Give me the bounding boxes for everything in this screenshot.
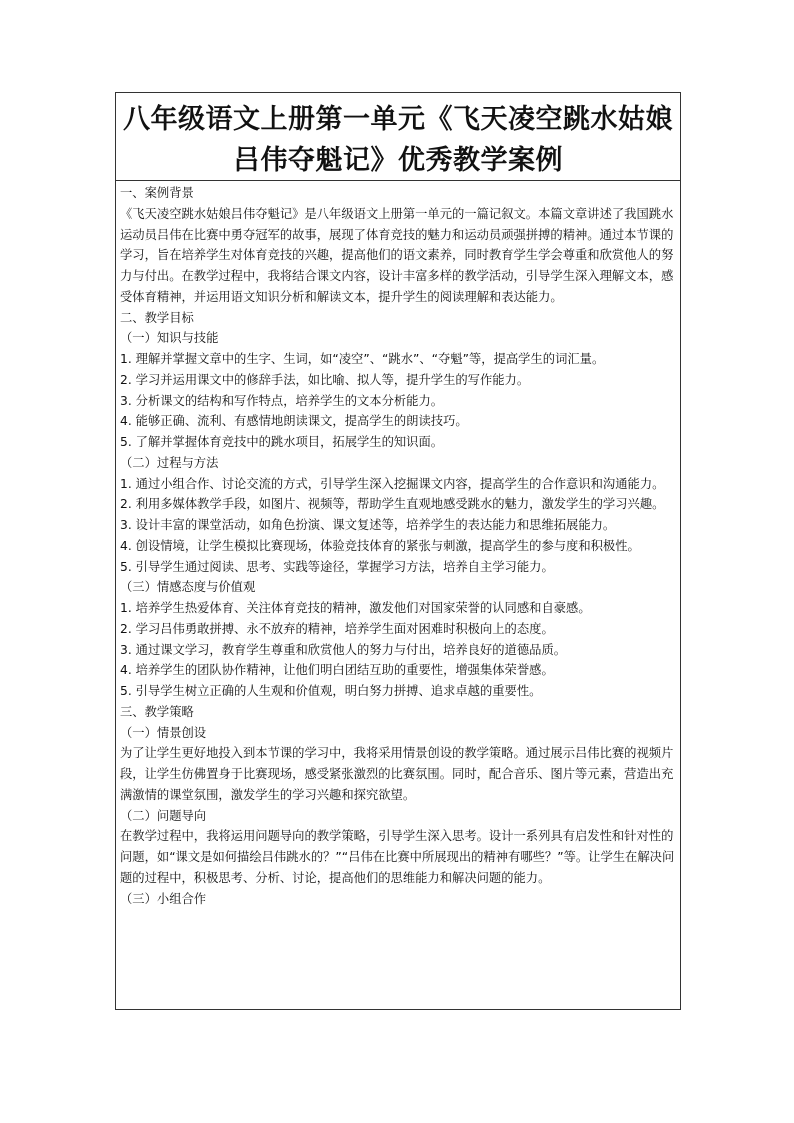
list-item: 2. 学习吕伟勇敢拼搏、永不放弃的精神，培养学生面对困难时积极向上的态度。 <box>120 621 554 636</box>
list-item: 2. 学习并运用课文中的修辞手法，如比喻、拟人等，提升学生的写作能力。 <box>120 372 530 387</box>
section-heading: 一、案例背景 <box>120 186 194 200</box>
page-title: 八年级语文上册第一单元《飞天凌空跳水姑娘吕伟夺魁记》优秀教学案例 <box>123 104 673 176</box>
paragraph: 为了让学生更好地投入到本节课的学习中，我将采用情景创设的教学策略。通过展示吕伟比赛的视频片段，让学生仿佛置身于比赛现场，感受紧张激烈的比赛氛围。同时，配合音乐、图片等元素，营造出充满激情的课堂氛围，激发学生的学习兴趣和探究欲望。 <box>120 746 674 802</box>
list-item: 4. 培养学生的团队协作精神，让他们明白团结互助的重要性，增强集体荣誉感。 <box>120 663 554 678</box>
list-item: 3. 设计丰富的课堂活动，如角色扮演、课文复述等，培养学生的表达能力和思维拓展能力。 <box>120 518 616 532</box>
subsection-heading: （三）情感态度与价值观 <box>120 580 256 595</box>
document-table <box>115 92 681 1010</box>
list-item: 5. 引导学生通过阅读、思考、实践等途径，掌握学习方法，培养自主学习能力。 <box>120 559 554 574</box>
section-heading: 二、教学目标 <box>120 310 194 325</box>
list-item: 5. 引导学生树立正确的人生观和价值观，明白努力拼搏、追求卓越的重要性。 <box>120 684 542 698</box>
list-item: 3. 通过课文学习，教育学生尊重和欣赏他人的努力与付出，培养良好的道德品质。 <box>120 642 567 657</box>
list-item: 2. 利用多媒体教学手段，如图片、视频等，帮助学生直观地感受跳水的魅力，激发学生的学习兴趣。 <box>120 497 665 512</box>
list-item: 1. 培养学生热爱体育、关注体育竞技的精神，激发他们对国家荣誉的认同感和自豪感。 <box>120 601 591 615</box>
title-cell <box>116 93 680 181</box>
content-cell <box>120 183 677 909</box>
subsection-heading: （一）情景创设 <box>120 725 207 740</box>
paragraph: 《飞天凌空跳水姑娘吕伟夺魁记》是八年级语文上册第一单元的一篇记叙文。本篇文章讲述了我国跳水运动员吕伟在比赛中勇夺冠军的故事，展现了体育竞技的魅力和运动员顽强拼搏的精神。通过本节课的学习，旨在培养学生对体育竞技的兴趣，提高他们的语文素养，同时教育学生学会尊重和欣赏他人的努力与付出。在教学过程中，我将结合课文内容，设计丰富多样的教学活动，引导学生深入理解文本，感受体育精神，并运用语文知识分析和解读文本，提升学生的阅读理解和表达能力。 <box>120 206 674 304</box>
list-item: 4. 创设情境，让学生模拟比赛现场，体验竞技体育的紧张与刺激，提高学生的参与度和积极性。 <box>120 538 640 553</box>
list-item: 3. 分析课文的结构和写作特点，培养学生的文本分析能力。 <box>120 393 444 408</box>
paragraph: 在教学过程中，我将运用问题导向的教学策略，引导学生深入思考。设计一系列具有启发性和针对性的问题，如“课文是如何描绘吕伟跳水的？”“吕伟在比赛中所展现出的精神有哪些？”等。让学生在解决问题的过程中，积极思考、分析、讨论，提高他们的思维能力和解决问题的能力。 <box>120 829 675 885</box>
subsection-heading: （二）过程与方法 <box>120 455 219 470</box>
subsection-heading: （二）问题导向 <box>120 808 207 823</box>
list-item: 4. 能够正确、流利、有感情地朗读课文，提高学生的朗读技巧。 <box>120 414 468 429</box>
list-item: 1. 通过小组合作、讨论交流的方式，引导学生深入挖掘课文内容，提高学生的合作意识和沟通能力。 <box>120 476 665 491</box>
subsection-heading: （一）知识与技能 <box>120 331 219 346</box>
section-heading: 三、教学策略 <box>120 704 194 719</box>
list-item: 1. 理解并掌握文章中的生字、生词，如“凌空”、“跳水”、“夺魁”等，提高学生的词汇量。 <box>120 352 605 366</box>
subsection-heading: （三）小组合作 <box>120 891 207 906</box>
list-item: 5. 了解并掌握体育竞技中的跳水项目，拓展学生的知识面。 <box>120 435 444 449</box>
